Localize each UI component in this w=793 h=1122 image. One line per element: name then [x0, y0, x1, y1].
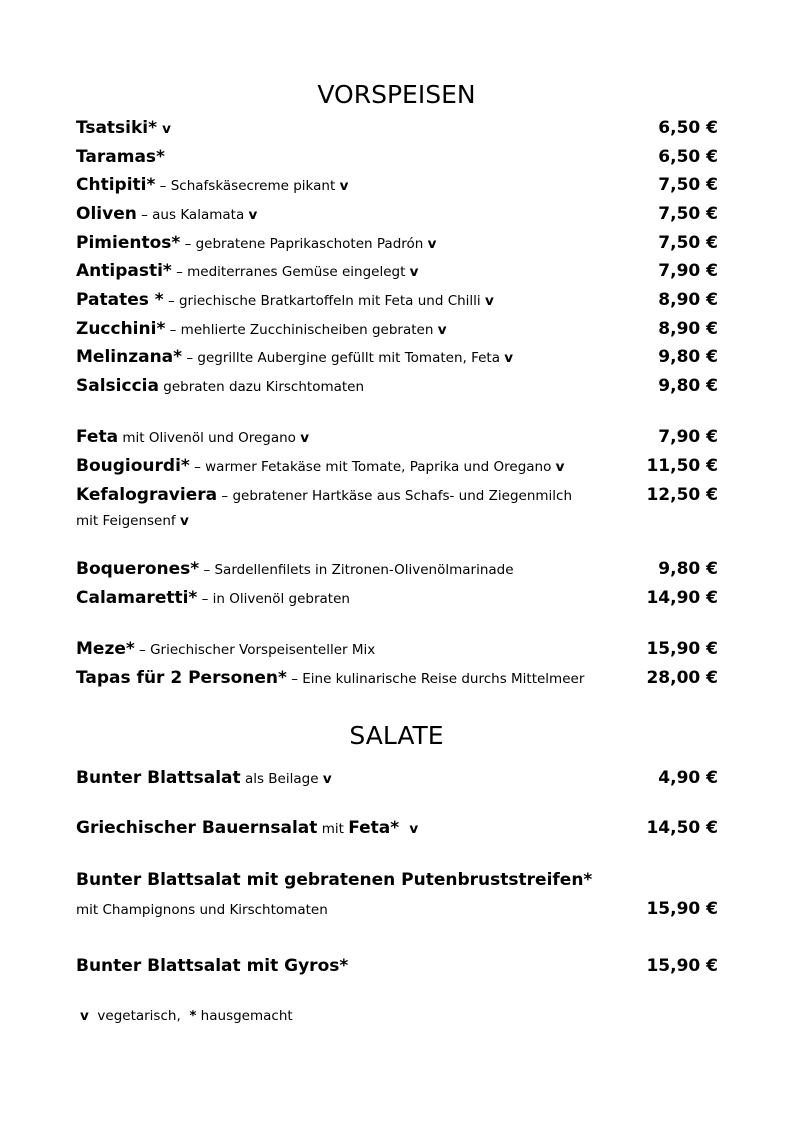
veg-marker: v — [427, 236, 437, 252]
item-desc: – in Olivenöl gebraten — [197, 591, 350, 607]
item-name: Boquerones* — [76, 559, 200, 579]
item-price: 7,50 € — [658, 175, 718, 195]
item-price: 15,90 € — [646, 639, 718, 659]
veg-marker: v — [555, 459, 565, 475]
menu-item — [76, 175, 718, 199]
item-name: Kefalograviera — [76, 485, 218, 505]
item-name: Meze* — [76, 639, 135, 659]
item-desc: – gebratener Hartkäse aus Schafs- und Ziegenmilch — [217, 488, 573, 504]
section-title-vorspeisen: VORSPEISEN — [317, 80, 476, 109]
item-price: 8,90 € — [658, 319, 718, 339]
item-price: 6,50 € — [658, 118, 718, 138]
veg-marker: v — [300, 430, 310, 446]
menu-item — [76, 204, 718, 228]
menu-item — [76, 639, 718, 663]
veg-marker: v — [409, 264, 419, 280]
menu-item — [76, 768, 718, 792]
item-desc: mit Feigensenf — [76, 513, 180, 529]
item-price: 4,90 € — [658, 768, 718, 788]
item-desc: – Sardellenfilets in Zitronen-Olivenölmarinade — [199, 562, 514, 578]
item-price: 7,90 € — [658, 261, 718, 281]
item-price: 11,50 € — [646, 456, 718, 476]
veg-marker: v — [339, 178, 349, 194]
item-desc: – gegrillte Aubergine gefüllt mit Tomaten, Feta — [182, 350, 505, 366]
item-desc: mit — [317, 821, 349, 837]
legend-footnote — [80, 1008, 293, 1024]
menu-item — [76, 118, 718, 142]
veg-marker: v — [179, 513, 189, 529]
item-price: 14,50 € — [646, 818, 718, 838]
item-desc: – Schafskäsecreme pikant — [155, 178, 340, 194]
item-desc: – griechische Bratkartoffeln mit Feta und Chilli — [163, 293, 485, 309]
menu-item — [76, 290, 718, 314]
menu-item — [76, 559, 718, 583]
item-name: Taramas* — [76, 147, 165, 167]
veg-symbol: v — [80, 1008, 89, 1024]
veg-marker: v — [409, 821, 419, 837]
menu-item — [76, 376, 718, 400]
item-desc: als Beilage — [240, 771, 323, 787]
menu-item — [76, 870, 718, 894]
item-name: Tapas für 2 Personen* — [76, 668, 287, 688]
item-desc: mit Champignons und Kirschtomaten — [76, 902, 328, 918]
item-desc: – gebratene Paprikaschoten Padrón — [180, 236, 428, 252]
item-desc: – mehlierte Zucchinischeiben gebraten — [165, 322, 438, 338]
veg-marker: v — [484, 293, 494, 309]
item-name: Bougiourdi* — [76, 456, 190, 476]
item-name: Feta — [76, 427, 119, 447]
menu-item — [76, 427, 718, 451]
item-price: 12,50 € — [646, 485, 718, 505]
menu-item — [76, 485, 718, 509]
menu-item — [76, 261, 718, 285]
menu-item — [76, 347, 718, 371]
item-name: Griechischer Bauernsalat — [76, 818, 318, 838]
item-name: Antipasti* — [76, 261, 172, 281]
item-price: 14,90 € — [646, 588, 718, 608]
veg-marker: v — [248, 207, 258, 223]
item-name: Chtipiti* — [76, 175, 156, 195]
veg-marker: v — [437, 322, 447, 338]
item-price: 9,80 € — [658, 376, 718, 396]
star-symbol: * — [189, 1008, 197, 1024]
section-title-salate: SALATE — [349, 721, 444, 750]
menu-item-continuation — [76, 899, 718, 923]
item-price: 9,80 € — [658, 559, 718, 579]
item-name: Bunter Blattsalat mit Gyros* — [76, 956, 349, 976]
item-name: Calamaretti* — [76, 588, 198, 608]
item-price: 15,90 € — [646, 956, 718, 976]
veg-label: vegetarisch, — [88, 1008, 190, 1024]
item-name: Pimientos* — [76, 233, 181, 253]
item-price: 28,00 € — [646, 668, 718, 688]
veg-marker: v — [504, 350, 514, 366]
star-label: hausgemacht — [196, 1008, 293, 1024]
item-desc: – aus Kalamata — [136, 207, 249, 223]
menu-item — [76, 956, 718, 980]
item-desc: – Eine kulinarische Reise durchs Mittelmeer — [286, 671, 585, 687]
veg-marker: v — [322, 771, 332, 787]
item-name: Melinzana* — [76, 347, 183, 367]
item-name: Patates * — [76, 290, 164, 310]
item-price: 9,80 € — [658, 347, 718, 367]
item-price: 6,50 € — [658, 147, 718, 167]
item-name: Salsiccia — [76, 376, 159, 396]
menu-item — [76, 319, 718, 343]
item-name: Bunter Blattsalat mit gebratenen Putenbruststreifen* — [76, 870, 593, 890]
item-price: 7,90 € — [658, 427, 718, 447]
item-price: 7,50 € — [658, 233, 718, 253]
item-price: 7,50 € — [658, 204, 718, 224]
veg-marker: v — [162, 121, 171, 137]
item-desc: – Griechischer Vorspeisenteller Mix — [134, 642, 376, 658]
item-desc: mit Olivenöl und Oregano — [118, 430, 301, 446]
menu-item — [76, 147, 718, 171]
item-desc: – mediterranes Gemüse eingelegt — [171, 264, 410, 280]
menu-item — [76, 588, 718, 612]
item-desc: gebraten dazu Kirschtomaten — [158, 379, 365, 395]
item-price: 15,90 € — [646, 899, 718, 919]
item-name: Zucchini* — [76, 319, 166, 339]
item-name: Bunter Blattsalat — [76, 768, 241, 788]
item-name-secondary: Feta* — [348, 818, 400, 838]
item-name: Tsatsiki* — [76, 118, 158, 138]
menu-item — [76, 456, 718, 480]
item-desc: – warmer Fetakäse mit Tomate, Paprika und Oregano — [189, 459, 556, 475]
item-desc-continuation — [76, 513, 189, 529]
menu-item — [76, 233, 718, 257]
menu-item — [76, 668, 718, 692]
item-name: Oliven — [76, 204, 137, 224]
item-price: 8,90 € — [658, 290, 718, 310]
menu-item — [76, 818, 718, 842]
